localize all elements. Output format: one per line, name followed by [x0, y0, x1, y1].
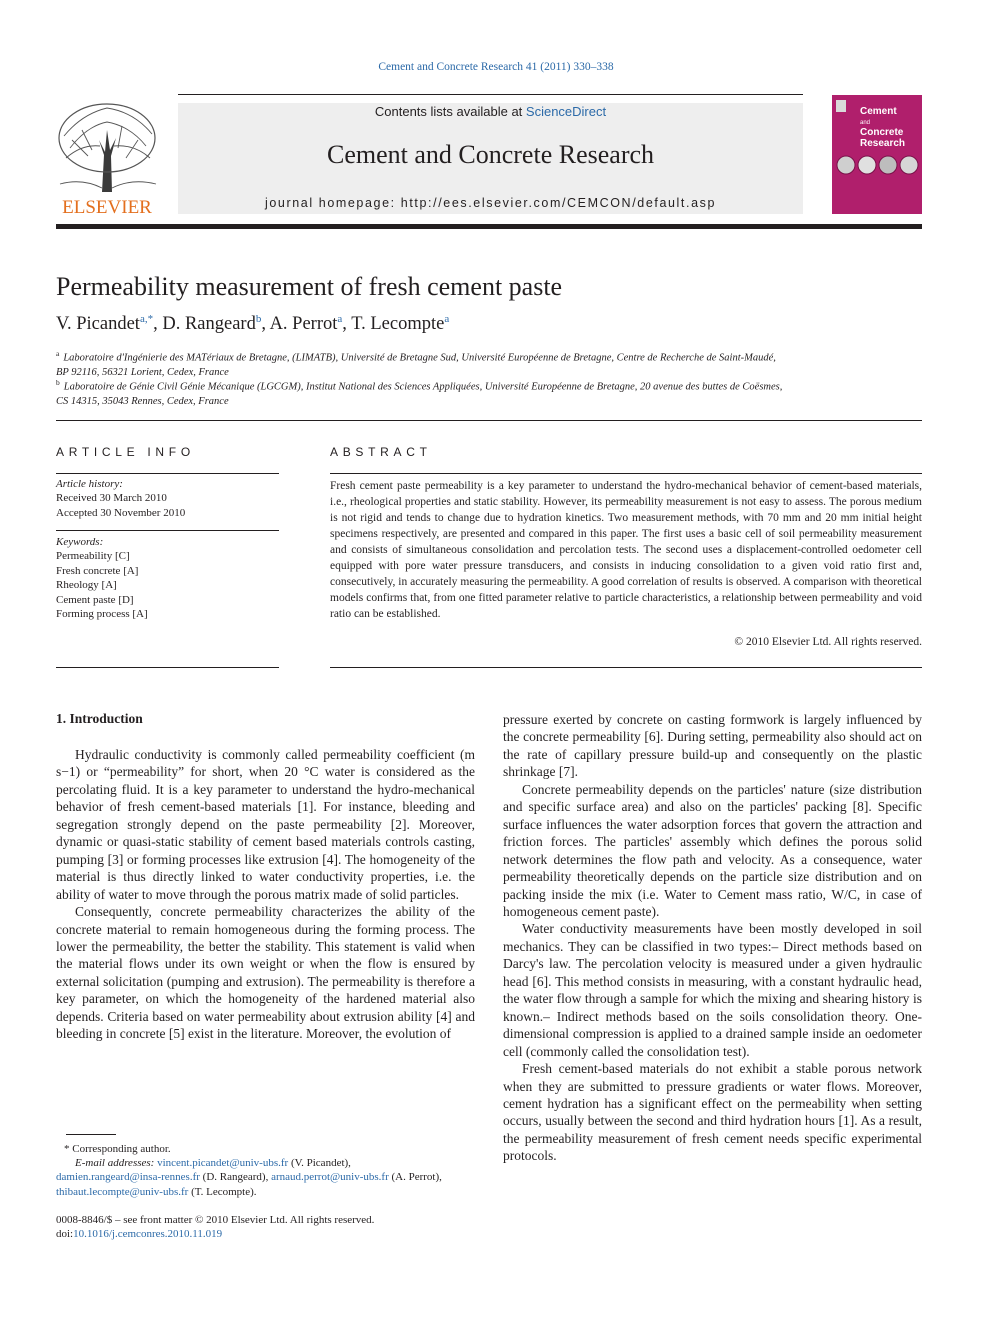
history-rule [56, 530, 279, 531]
affiliation-b [56, 376, 922, 409]
body-paragraph: Consequently, concrete permeability characterizes the ability of the concrete material to remain homogeneous during the forming process. The lower the permeability, the better the stability. This statement is valid when the material flows under its own weight or when the flow is ensured by external solicitation (pumping and extrusion). The permeability is therefore a key parameter, on which the homogeneity of the hardened material also depends. Criteria based on water permeability about extrusion ability [4] and bleeding in concrete [5] exist in the literature. Moreover, the evolution of [56, 904, 475, 1042]
keyword: Cement paste [D] [56, 593, 134, 606]
masthead-top-rule [178, 94, 803, 95]
cover-title [860, 107, 920, 149]
contents-line [178, 104, 803, 119]
cover-title-line: Cement [860, 106, 897, 117]
keywords-rule [56, 667, 279, 668]
author-separator: , [261, 314, 270, 334]
doi-link[interactable]: 10.1016/j.cemconres.2010.11.019 [73, 1228, 223, 1241]
keyword: Permeability [C] [56, 550, 130, 563]
corresponding-label: Corresponding author. [72, 1143, 171, 1155]
keyword: Forming process [A] [56, 608, 148, 621]
history-label: Article history: [56, 478, 123, 490]
author-name: V. Picandet [56, 314, 140, 334]
author-marks[interactable]: a,* [139, 312, 154, 325]
section-title: 1. Introduction [56, 711, 143, 726]
sciencedirect-link[interactable]: ScienceDirect [525, 104, 607, 119]
journal-name: Cement and Concrete Research [326, 140, 655, 169]
doi-label: doi: [56, 1228, 74, 1241]
footnote-mark: * [64, 1143, 70, 1155]
header-divider [56, 224, 922, 229]
article-info-rule [56, 473, 279, 474]
article-title: Permeability measurement of fresh cement paste [56, 272, 563, 301]
article-info-heading: ARTICLE INFO [56, 445, 195, 459]
abstract-copyright: © 2010 Elsevier Ltd. All rights reserved. [734, 636, 922, 648]
corresponding-footnote [56, 1142, 476, 1199]
affiliation-divider [56, 420, 922, 421]
email-link[interactable]: damien.rangeard@insa-rennes.fr [56, 1171, 200, 1184]
email-link[interactable]: vincent.picandet@univ-ubs.fr [157, 1157, 289, 1170]
elsevier-tree-logo [52, 100, 162, 217]
author-marks[interactable]: b [255, 312, 262, 325]
author-marks[interactable]: a [337, 312, 343, 325]
author-name: D. Rangeard [162, 314, 256, 334]
elsevier-wordmark: ELSEVIER [62, 197, 152, 217]
issn-line: 0008-8846/$ – see front matter © 2010 Elsevier Ltd. All rights reserved. [56, 1214, 375, 1226]
author-separator: , [153, 314, 163, 334]
abstract-bottom-rule [330, 667, 922, 668]
cover-title-line: and [860, 119, 871, 126]
journal-cover-thumbnail [832, 95, 922, 214]
keywords-block [56, 535, 279, 621]
publication-info [56, 1213, 476, 1241]
keywords-label: Keywords: [56, 536, 104, 548]
body-right-column [503, 711, 922, 1165]
journal-citation[interactable]: Cement and Concrete Research 41 (2011) 330–338 [378, 61, 614, 73]
email-label: E-mail addresses: [75, 1157, 155, 1170]
homepage-line [178, 196, 803, 210]
homepage-label: journal homepage: [264, 196, 401, 210]
accepted-date: Accepted 30 November 2010 [56, 506, 186, 519]
keyword: Fresh concrete [A] [56, 564, 139, 577]
cover-title-line: Research [860, 137, 906, 149]
contents-prefix: Contents lists available at [374, 104, 526, 119]
email-link[interactable]: thibaut.lecompte@univ-ubs.fr [56, 1185, 189, 1198]
email-owner: (D. Rangeard), [202, 1171, 269, 1184]
affiliation-mark: a [56, 349, 60, 358]
author-separator: , [342, 314, 352, 334]
received-date: Received 30 March 2010 [56, 492, 167, 505]
affiliation-line: Laboratoire d'Ingénierie des MATériaux de Bretagne, (LIMATB), Université de Bretagne Sud, Université Européenne de Bretagne, Centre de Recherche de Saint-Maudé, [63, 352, 776, 364]
body-left-column [56, 746, 475, 1043]
email-owner: (T. Lecompte). [191, 1185, 257, 1198]
affiliation-line: Laboratoire de Génie Civil Génie Mécanique (LGCGM), Institut National des Sciences Appliquées, Université Européenne de Bretagne, 20 avenue des buttes de Coësmes, [63, 381, 783, 393]
article-history [56, 477, 279, 520]
email-owner: (A. Perrot), [391, 1171, 442, 1184]
body-paragraph: Hydraulic conductivity is commonly called permeability coefficient (m s−1) or “permeability” for short, when 20 °C water is considered as the percolating fluid. It is a key parameter to understand the hydro-mechanical behavior of fresh cement-based materials [1]. For instance, bleeding and segregation strongly depend on the paste permeability [2]. Moreover, dynamic or quasi-static stability of cement based materials controls casting, pumping [3] or forming processes like extrusion [4]. The homogeneity of the material is thus directly linked to water conductivity properties, i.e. the ability of water to move through the porous matrix made of solid particles. [56, 747, 475, 902]
email-owner: (V. Picandet), [290, 1157, 351, 1170]
body-paragraph: pressure exerted by concrete on casting formwork is largely influenced by the concrete permeability [6]. During setting, permeability also should act on the rate of capillary pressure build-up and consequently on the plastic shrinkage [7]. [503, 712, 922, 780]
footnote-rule [66, 1134, 116, 1135]
email-link[interactable]: arnaud.perrot@univ-ubs.fr [271, 1171, 389, 1184]
affiliation-mark: b [56, 378, 60, 387]
homepage-url[interactable]: http://ees.elsevier.com/CEMCON/default.asp [400, 196, 717, 210]
author-marks[interactable]: a [444, 312, 450, 325]
cover-title-line: Concrete [860, 127, 904, 138]
affiliation-line: BP 92116, 56321 Lorient, Cedex, France [56, 366, 229, 378]
keyword: Rheology [A] [56, 579, 117, 592]
body-paragraph: Water conductivity measurements have been mostly developed in soil mechanics. They can be classified in two types:– Direct methods based on Darcy's law. The percolation velocity is measured under a given hydraulic head [6]. This method consists in measuring, with a constant hydraulic head, the water flow through a sample for which the mixing and shearing history is known.– Indirect methods based on the soils consolidation theory. One-dimensional compression is applied to a drained sample inside an oedometer cell (commonly called the consolidation test). [503, 921, 922, 1059]
author-list [56, 314, 449, 335]
abstract-heading: ABSTRACT [330, 445, 432, 459]
affiliation-line: CS 14315, 35043 Rennes, Cedex, France [56, 395, 229, 407]
body-paragraph: Fresh cement-based materials do not exhibit a stable porous network when they are submitted to pressure gradients or water flows. Moreover, cement hydration has a significant effect on the permeability when setting occurs, usually between the second and third hydration hours [1]. As a result, the permeability measurement of fresh cement needs specific experimental protocols. [503, 1061, 922, 1164]
author-name: A. Perrot [269, 314, 338, 334]
body-paragraph: Concrete permeability depends on the particles' nature (size distribution and specific surface area) and also on the particles' packing [8]. Specific surface influences the water adsorption forces that govern the attraction and friction forces. The particles' assembly which defines the porous solid network determines the flow path and velocity. As a consequence, water permeability theoretically depends on the particle size distribution and on packing inside the mix (i.e. Water to Cement mass ratio, W/C, in case of homogeneous cement paste). [503, 781, 922, 919]
author-name: T. Lecompte [351, 314, 445, 334]
abstract-rule [330, 473, 922, 474]
abstract-text: Fresh cement paste permeability is a key parameter to understand the hydro-mechanical behavior of cement-based materials, i.e., rheological properties and static stability. However, its permeability measurement is not easy to assess. The porous medium is not rigid and tends to change due to hydration kinetics. Two measurement methods, with 70 mm and 20 mm initial height specimens respectively, are presented and compared in this paper. The first uses a basic cell of soil permeability measurement and consists of simultaneous consolidation and percolation tests. The second uses a displacement-controlled oedometer cell equipped with pore water pressure transducers, and consists in inducing consolidation to a given void ratio first and, consecutively, in accurately measuring the permeability. A good correlation of results is observed. A comparison with theoretical models confirms that, from one fitted parameter relative to particle characteristics, a relationship between permeability and void ratio can be established. [330, 480, 922, 620]
